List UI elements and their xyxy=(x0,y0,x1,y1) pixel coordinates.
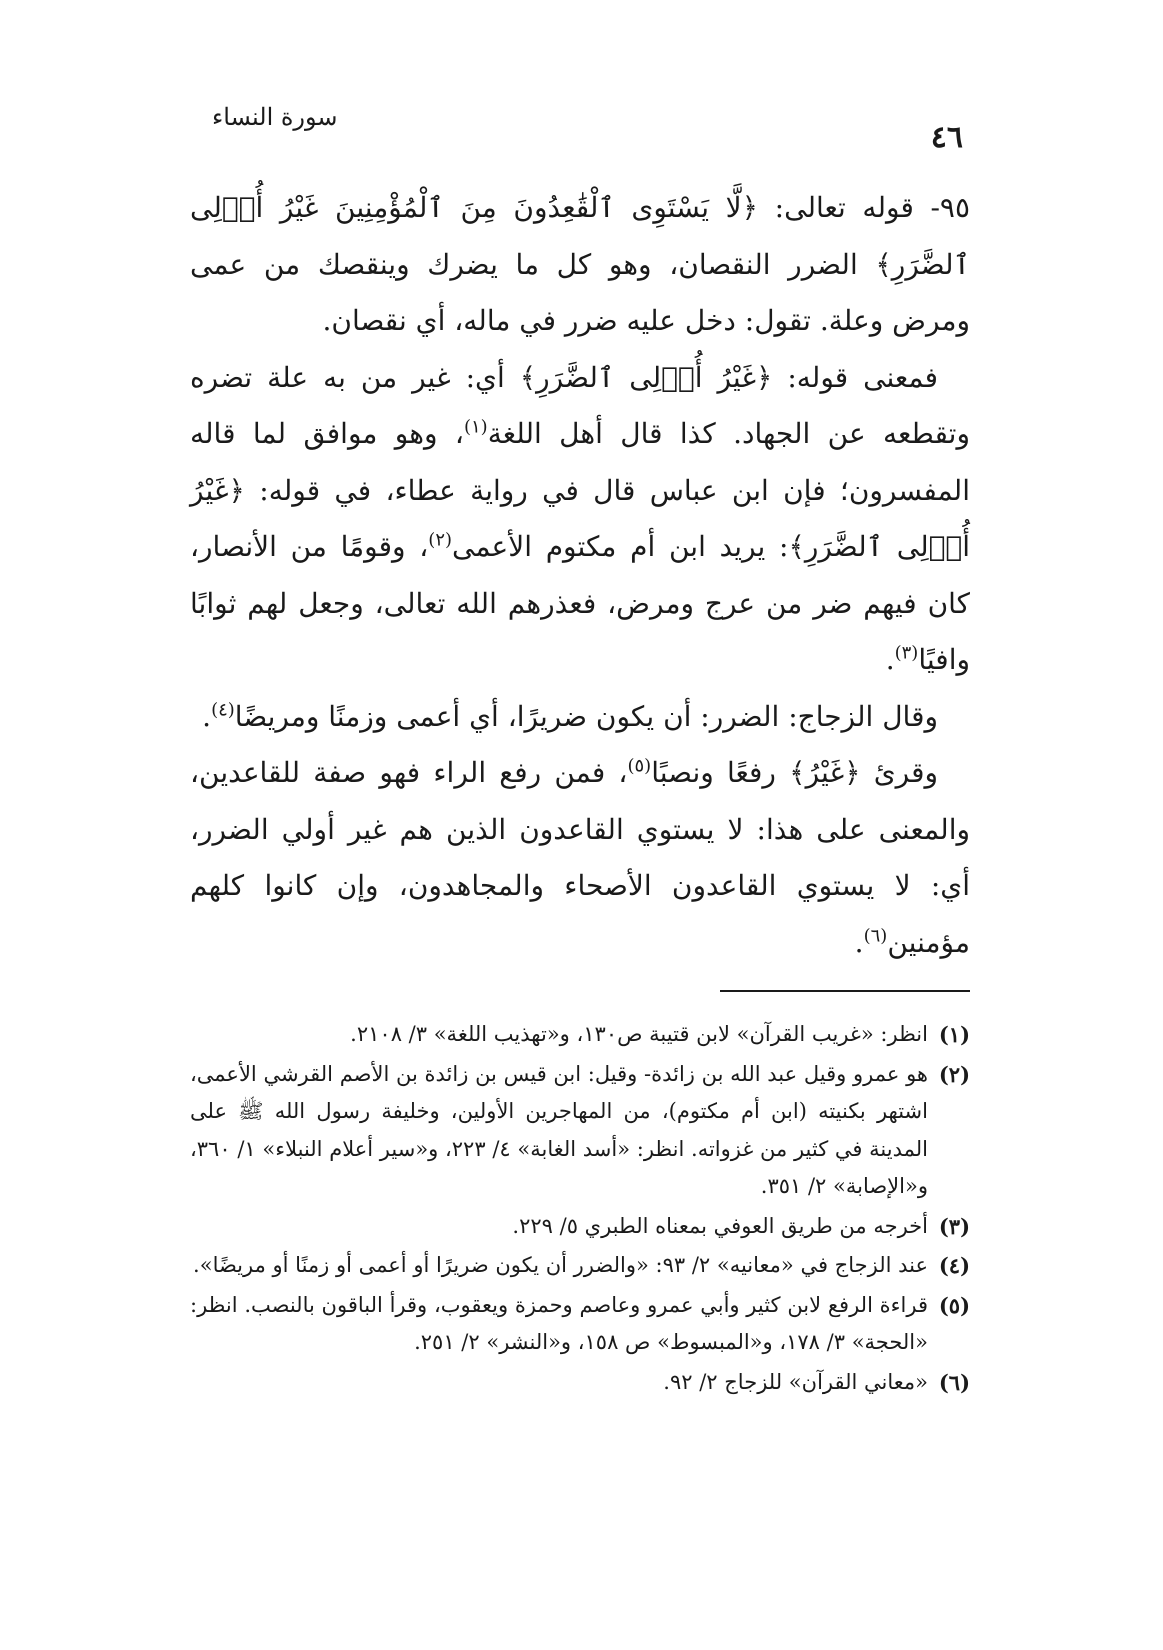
quran-quote: ﴿غَيْرُ﴾ xyxy=(789,756,861,789)
footnote-number: (١) xyxy=(938,1022,970,1047)
paragraph-text: فمعنى قوله: xyxy=(772,360,938,394)
paragraph-95-intro xyxy=(190,180,970,350)
paragraph-text: رفعًا ونصبًا xyxy=(651,756,790,789)
verse-intro: ٩٥- قوله تعالى: xyxy=(758,191,970,224)
footnote-4 xyxy=(190,1247,970,1285)
footnote-ref-6[interactable]: (٦) xyxy=(863,925,888,947)
footnote-3 xyxy=(190,1208,970,1246)
running-header-surah-title: سورة النساء xyxy=(212,103,338,131)
paragraph-meaning xyxy=(190,350,970,689)
paragraph-text: وقال الزجاج: الضرر: أن يكون ضريرًا، أي أعمى وزمنًا ومريضًا xyxy=(234,699,938,733)
paragraph-text: وقرئ xyxy=(860,756,938,789)
footnote-text: انظر: «غريب القرآن» لابن قتيبة ص١٣٠، و«تهذيب اللغة» ٣/ ٢١٠٨. xyxy=(350,1022,928,1046)
paragraph-text: : يريد ابن أم مكتوم الأعمى xyxy=(452,530,789,563)
footnote-number: (٥) xyxy=(938,1292,970,1318)
paragraph-text: أي: غير من به علة تضره وتقطعه عن الجهاد. كذا قال أهل اللغة xyxy=(190,360,970,450)
paragraph-text: ، وقومًا من الأنصار، كان فيهم ضر من عرج ومرض، فعذرهم الله تعالى، وجعل لهم ثوابًا وافيًا xyxy=(190,530,970,676)
paragraph-text: ، وهو موافق لما قاله المفسرون؛ فإن ابن عباس قال في رواية عطاء، في قوله: xyxy=(190,417,970,507)
quran-quote: ﴿غَيْرُ أُو۟لِى ٱلضَّرَرِ﴾ xyxy=(190,473,970,563)
footnote-text: قراءة الرفع لابن كثير وأبي عمرو وعاصم وحمزة ويعقوب، وقرأ الباقون بالنصب. انظر: «الحجة» ٣/ ١٧٨، و«المبسوط» ص ١٥٨، و«النشر» ٢/ ٢٥١. xyxy=(190,1292,928,1354)
footnote-ref-4[interactable]: (٤) xyxy=(211,699,235,721)
paragraph-reading xyxy=(190,745,970,971)
quran-quote: ﴿لَّا يَسْتَوِى ٱلْقَٰعِدُونَ مِنَ ٱلْمُؤْمِنِينَ غَيْرُ أُو۟لِى ٱلضَّرَرِ﴾ xyxy=(190,191,970,281)
main-text xyxy=(190,180,970,971)
footnote-ref-5[interactable]: (٥) xyxy=(627,755,652,777)
footnote-1 xyxy=(190,1016,970,1054)
footnote-text: «معاني القرآن» للزجاج ٢/ ٩٢. xyxy=(663,1369,928,1394)
footnote-2 xyxy=(190,1056,970,1206)
paragraph-end: . xyxy=(885,643,895,676)
footnote-text: هو عمرو وقيل عبد الله بن زائدة- وقيل: ابن قيس بن زائدة بن الأصم القرشي الأعمى، اشتهر بكنيته (ابن أم مكتوم)، من المهاجرين الأولين، وخليفة رسول الله ﷺ على المدينة في كثير من غزواته. انظر: «أسد الغابة» ٤/ ٢٢٣، و«سير أعلام النبلاء» ١/ ٣٦٠، و«الإصابة» ٢/ ٣٥١. xyxy=(190,1061,928,1198)
footnote-6 xyxy=(190,1364,970,1402)
paragraph-text: ، فمن رفع الراء فهو صفة للقاعدين، والمعنى على هذا: لا يستوي القاعدون الذين هم غير أولي الضرر، أي: لا يستوي القاعدون الأصحاء والمجاهدون، وإن كانوا كلهم مؤمنين xyxy=(190,756,970,959)
paragraph-zajjaj xyxy=(190,689,970,746)
paragraph-end: . xyxy=(202,699,212,733)
quran-quote: ﴿غَيْرُ أُو۟لِى ٱلضَّرَرِ﴾ xyxy=(519,360,773,394)
footnote-text: عند الزجاج في «معانيه» ٢/ ٩٣: «والضرر أن يكون ضريرًا أو أعمى أو زمنًا أو مريضًا». xyxy=(193,1253,928,1277)
footnote-number: (٣) xyxy=(938,1213,970,1239)
footnote-ref-2[interactable]: (٢) xyxy=(428,529,453,551)
footnote-divider xyxy=(720,990,970,992)
footnotes xyxy=(190,1016,970,1403)
footnote-text: أخرجه من طريق العوفي بمعناه الطبري ٥/ ٢٢٩. xyxy=(512,1213,928,1238)
footnote-number: (٦) xyxy=(938,1369,970,1395)
footnote-number: (٤) xyxy=(938,1253,970,1278)
paragraph-end: . xyxy=(854,925,864,959)
paragraph-text: الضرر النقصان، وهو كل ما يضرك وينقصك من عمى ومرض وعلة. تقول: دخل عليه ضرر في ماله، أي نقصان. xyxy=(190,247,970,337)
footnote-5 xyxy=(190,1287,970,1362)
footnote-number: (٢) xyxy=(938,1061,970,1087)
footnote-ref-1[interactable]: (١) xyxy=(463,416,488,438)
page-number: ٤٦ xyxy=(930,120,963,155)
footnote-ref-3[interactable]: (٣) xyxy=(894,642,919,664)
